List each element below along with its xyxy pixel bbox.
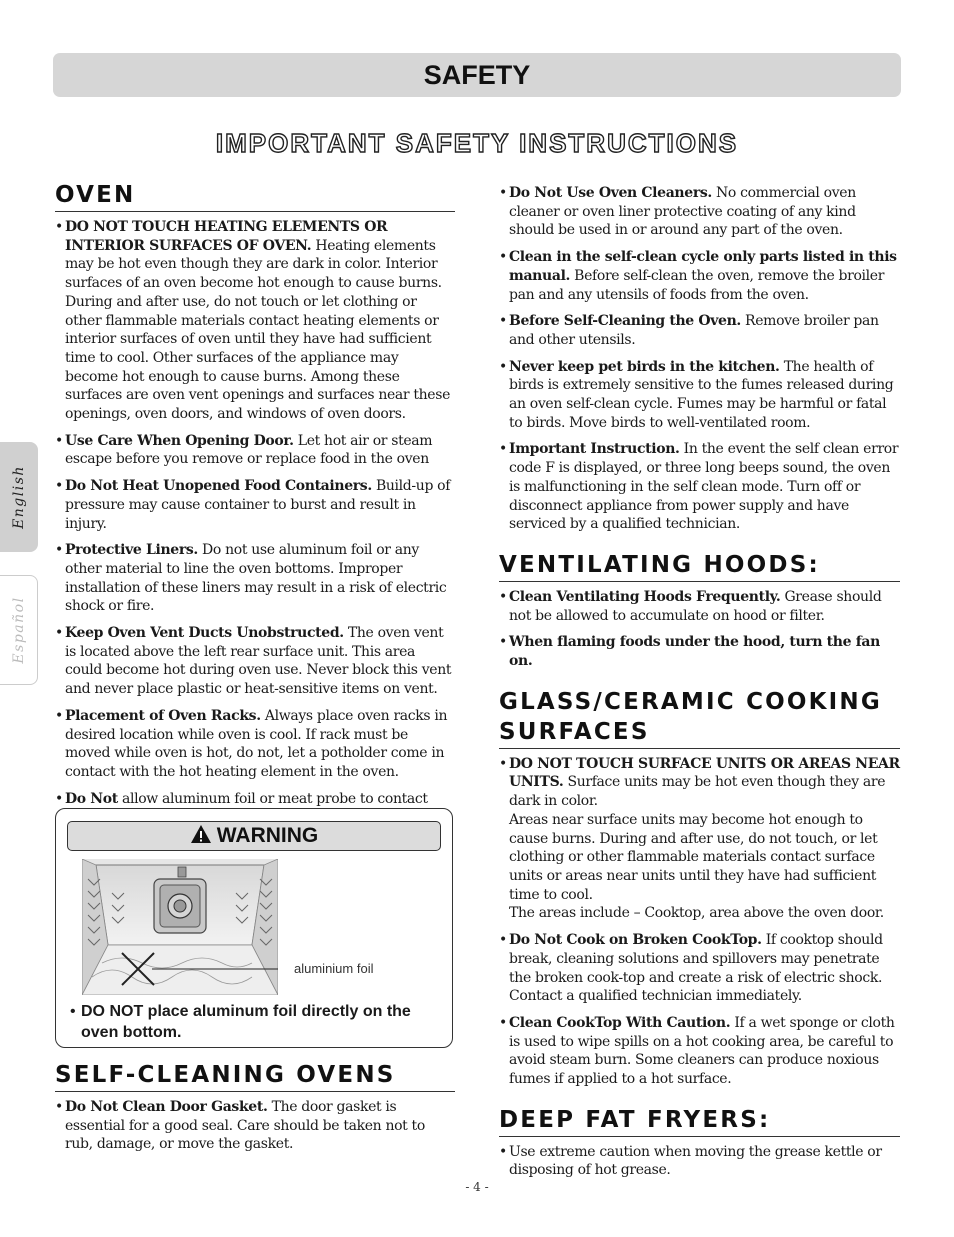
list-item	[499, 312, 900, 349]
warning-label: WARNING	[216, 824, 319, 847]
item-lead: DO NOT TOUCH HEATING ELEMENTS OR INTERIOR SURFACES OF OVEN.	[65, 219, 388, 254]
item-text: Always place oven racks in desired location while oven is cool. If rack must be moved while oven is hot, do not, let a potholder come in contact with the hot heating element in the oven.	[65, 707, 448, 780]
warning-triangle-icon	[190, 824, 212, 844]
list-item	[499, 440, 900, 534]
list-item	[499, 1143, 900, 1180]
banner-title: SAFETY	[423, 60, 531, 90]
oven-interior-image	[82, 859, 278, 995]
foil-label: aluminium foil	[294, 961, 374, 976]
item-text: The areas include – Cooktop, area above the oven door.	[509, 905, 884, 922]
warning-note: • DO NOT place aluminum foil directly on the oven bottom.	[70, 1001, 451, 1043]
item-text: Grease should not be allowed to accumulate on hood or filter.	[509, 588, 882, 624]
list-item	[499, 358, 900, 433]
item-text: Use extreme caution when moving the grease kettle or disposing of hot grease.	[509, 1143, 882, 1179]
ventilating-list	[499, 588, 900, 671]
list-item	[55, 707, 455, 782]
list-item	[55, 218, 455, 424]
oven-heading: OVEN	[55, 180, 455, 212]
item-lead: DO NOT TOUCH SURFACE UNITS OR AREAS NEAR UNITS.	[509, 755, 900, 791]
item-lead: Do Not Cook on Broken CookTop.	[509, 932, 762, 949]
list-item	[55, 432, 455, 469]
item-text: Remove broiler pan and other utensils.	[509, 313, 879, 348]
item-text: Areas near surface units may become hot enough to cause burns. During and after use, do not touch, or let clothing or other flammable materials contact surface units or areas near units until they have had sufficient time to cool.	[509, 811, 878, 903]
list-item	[499, 248, 900, 304]
item-lead: Keep Oven Vent Ducts Unobstructed.	[65, 625, 344, 642]
item-lead: Clean CookTop With Caution.	[509, 1014, 731, 1031]
list-item	[499, 931, 900, 1006]
tab-english-label: English	[11, 465, 27, 529]
item-text: If a wet sponge or cloth is used to wipe spills on a hot cooking area, be careful to avoid steam burn. Some cleaners can produce noxious fumes if applied to a hot surface.	[509, 1014, 895, 1088]
item-text: Let hot air or steam escape before you remove or replace food in the oven	[65, 432, 433, 468]
item-lead: Do Not	[65, 790, 118, 807]
list-item	[499, 633, 900, 670]
list-item	[499, 1014, 900, 1089]
right-column	[499, 180, 900, 1188]
self-cleaning-list	[55, 1098, 455, 1154]
item-text: Before self-clean the oven, remove the broiler pan and any utensils of foods from the oven.	[509, 267, 885, 303]
item-text: allow aluminum foil or meat probe to contact	[121, 790, 428, 807]
item-lead: Do Not Heat Unopened Food Containers.	[65, 478, 372, 495]
oven-list	[55, 218, 455, 827]
list-item	[55, 624, 455, 699]
item-text: Heating elements may be hot even though they are dark in color. Interior surfaces of an oven become hot enough to cause burns. During and after use, do not touch or let clothing or other flammable materials contact heating elements or interior surfaces of oven until they have had sufficient time to cool. Other surfaces of the appliance may become hot enough to cause burns. Among these surfaces are oven vent openings and surfaces near these openings, oven doors, and windows of oven doors.	[65, 237, 451, 423]
item-text: No commercial oven cleaner or oven liner protective coating of any kind should be used in or around any part of the oven.	[509, 185, 856, 239]
self-cleaning-heading: SELF-CLEANING OVENS	[55, 1060, 455, 1092]
item-lead: Clean Ventilating Hoods Frequently.	[509, 588, 781, 605]
glass-list	[499, 755, 900, 1089]
item-lead: Do Not Clean Door Gasket.	[65, 1099, 268, 1115]
item-text: The health of birds is extremely sensitive to the fumes released during an oven self-clean cycle. Fumes may be harmful or fatal to birds. Move birds to well-ventilated room.	[509, 358, 894, 431]
item-lead: Do Not Use Oven Cleaners.	[509, 185, 712, 201]
item-text: Build-up of pressure may cause container to burst and result in injury.	[65, 478, 451, 532]
tab-espanol[interactable]	[0, 575, 38, 685]
list-item	[55, 1098, 455, 1154]
item-lead: Placement of Oven Racks.	[65, 707, 261, 724]
list-item	[499, 184, 900, 240]
list-item	[499, 755, 900, 923]
item-lead: Important Instruction.	[509, 441, 680, 458]
item-lead: Clean in the self-clean cycle only parts listed in this manual.	[509, 249, 897, 284]
item-text: In the event the self clean error code F is displayed, or three long beeps sound, the oven is malfunctioning in the self clean mode. Turn off or disconnect appliance from power supply and have serviced by a qualified technician.	[509, 441, 899, 533]
left-column	[55, 180, 455, 835]
deep-fat-list	[499, 1143, 900, 1180]
self-clean-continued-list	[499, 184, 900, 534]
warning-header	[67, 821, 441, 851]
item-lead: When flaming foods under the hood, turn the fan on.	[509, 634, 880, 670]
glass-heading: GLASS/CERAMIC COOKING SURFACES	[499, 687, 900, 749]
page-number: - 4 -	[465, 1180, 489, 1194]
item-lead: Protective Liners.	[65, 542, 198, 559]
tab-espanol-label: Español	[10, 596, 27, 664]
list-item	[55, 477, 455, 533]
item-text: The door gasket is essential for a good seal. Care should be taken not to rub, damage, or move the gasket.	[65, 1099, 425, 1153]
tab-english[interactable]	[0, 442, 38, 552]
ventilating-heading: VENTILATING HOODS:	[499, 550, 900, 582]
section-banner	[53, 53, 901, 97]
warning-box	[55, 808, 453, 1048]
list-item	[499, 588, 900, 625]
self-cleaning-section	[55, 1060, 455, 1162]
item-text: The oven vent is located above the left rear surface unit. This area could become hot during oven use. Never block this vent and never place plastic or heat-sensitive items on vent.	[65, 625, 452, 698]
item-lead: Never keep pet birds in the kitchen.	[509, 358, 780, 375]
deep-fat-heading: DEEP FAT FRYERS:	[499, 1105, 900, 1137]
item-text: If cooktop should break, cleaning solutions and spillovers may penetrate the broken cook-top and create a risk of electric shock. Contact a qualified technician immediately.	[509, 932, 883, 1005]
page-subtitle: IMPORTANT SAFETY INSTRUCTIONS	[215, 128, 739, 158]
item-lead: Before Self-Cleaning the Oven.	[509, 313, 741, 330]
item-text: Surface units may be hot even though they are dark in color.	[509, 774, 886, 810]
list-item	[55, 541, 455, 616]
item-lead: Use Care When Opening Door.	[65, 432, 294, 449]
item-text: Do not use aluminum foil or any other material to line the oven bottoms. Improper installation of these liners may result in a risk of electric shock or fire.	[65, 542, 447, 615]
